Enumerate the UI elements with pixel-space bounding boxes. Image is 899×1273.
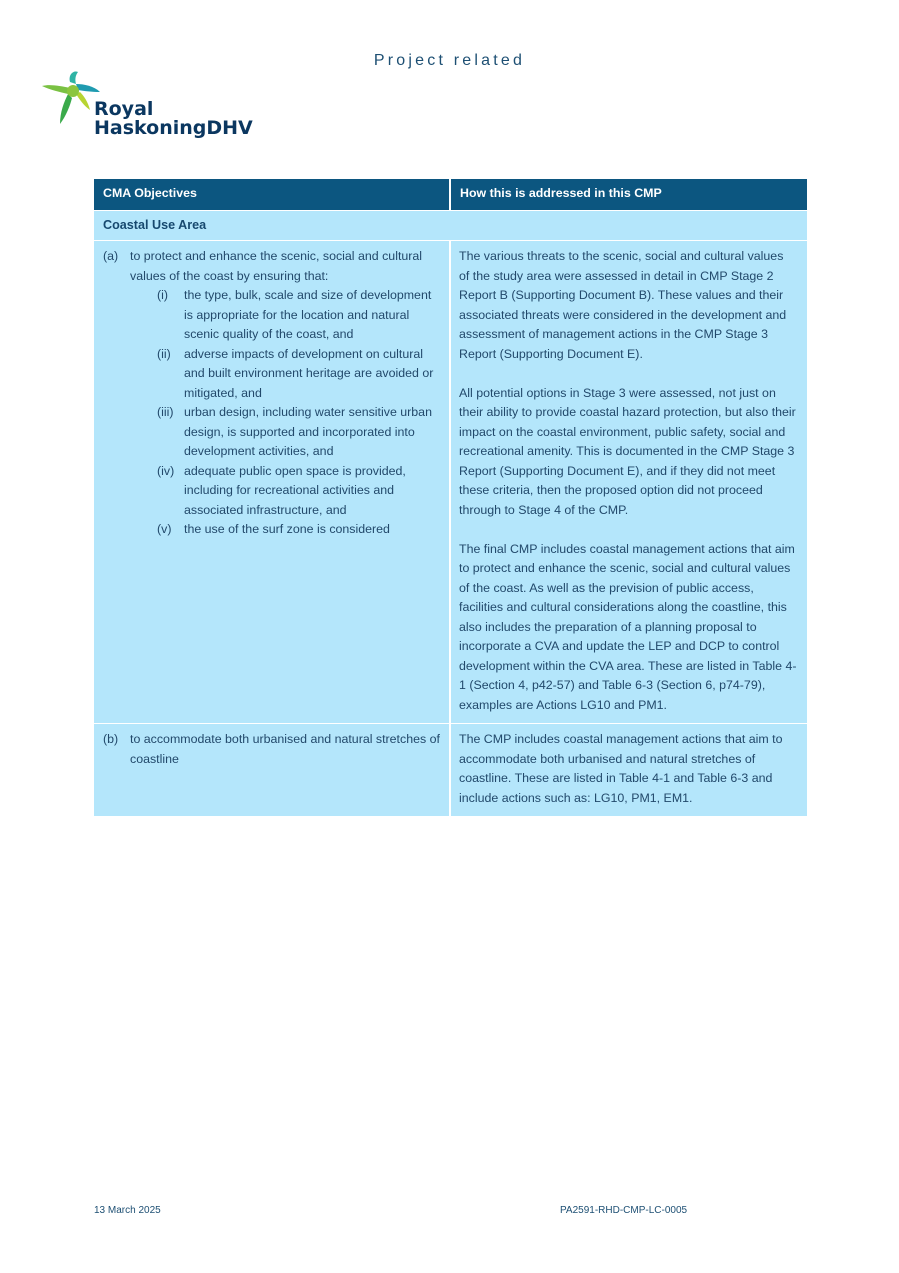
response-cell [450, 241, 807, 724]
sub-item-text: adverse impacts of development on cultural and built environment heritage are avoided or mitigated, and [184, 346, 434, 400]
objective-cell [94, 724, 450, 817]
logo-text-line1: Royal [94, 98, 154, 120]
cma-objectives-table [94, 179, 807, 816]
sub-item [157, 520, 440, 540]
logo-text-line2: HaskoningDHV [94, 117, 253, 139]
response-paragraph: The various threats to the scenic, social and cultural values of the study area were assessed in detail in CMP Stage 2 Report B (Supporting Document B). These values and their associated threats were considered in the development and assessment of management actions in the CMP Stage 3 Report (Supporting Document E). [459, 249, 787, 361]
sub-item-label: (iv) [157, 463, 175, 478]
table-row [94, 241, 807, 724]
sub-item-label: (ii) [157, 346, 171, 361]
objective-cell [94, 241, 450, 724]
sub-item-text: the type, bulk, scale and size of development is appropriate for the location and natural scenic quality of the coast, and [184, 288, 432, 341]
sub-item-label: (v) [157, 522, 172, 536]
column-header-response: How this is addressed in this CMP [450, 179, 807, 210]
sub-item [157, 286, 440, 345]
objective-label: (a) [103, 249, 119, 263]
response-paragraph: The final CMP includes coastal management actions that aim to protect and enhance the scenic, social and cultural values of the coast. As well as the prevision of public access, facilities and cultural considerations along the coastline, this also includes the preparation of a planning proposal to incorporate a CVA and update the LEP and DCP to control development within the CVA area. These are listed in Table 4-1 (Section 4, p42-57) and Table 6-3 (Section 6, p74-79), examples are Actions LG10 and PM1. [459, 541, 797, 712]
sub-item-text: the use of the surf zone is considered [184, 522, 390, 536]
sub-item-text: adequate public open space is provided, including for recreational activities and associated infrastructure, and [184, 463, 406, 517]
footer-date: 13 March 2025 [94, 1205, 161, 1216]
company-logo [40, 70, 255, 150]
sub-item [157, 462, 440, 521]
response-paragraph: The CMP includes coastal management actions that aim to accommodate both urbanised and natural stretches of coastline. These are listed in Table 4-1 and Table 6-3 and include actions such as: LG10, PM1, EM1. [459, 732, 783, 805]
sub-item [157, 403, 440, 462]
response-paragraph: All potential options in Stage 3 were assessed, not just on their ability to provide coastal hazard protection, but also their impact on the coastal environment, public safety, social and recreational amenity. This is documented in the CMP Stage 3 Report (Supporting Document E), and if they did not meet these criteria, then the proposed option did not proceed through to Stage 4 of the CMP. [459, 385, 796, 517]
classification-label: Project related [373, 52, 526, 69]
section-title: Coastal Use Area [94, 210, 807, 241]
sub-item-text: urban design, including water sensitive urban design, is supported and incorporated into development activities, and [184, 405, 432, 458]
objective-text: to protect and enhance the scenic, social and cultural values of the coast by ensuring that: [130, 249, 423, 283]
column-header-objectives: CMA Objectives [94, 179, 450, 210]
objective-label: (b) [103, 732, 119, 746]
footer-reference: PA2591-RHD-CMP-LC-0005 [560, 1205, 688, 1216]
sub-item [157, 345, 440, 404]
section-row [94, 210, 807, 241]
sub-item-label: (i) [157, 288, 169, 302]
table-header-row [94, 179, 807, 210]
sub-item-label: (iii) [157, 405, 174, 419]
response-cell [450, 724, 807, 817]
objective-text: to accommodate both urbanised and natural stretches of coastline [130, 732, 440, 766]
table-row [94, 724, 807, 817]
